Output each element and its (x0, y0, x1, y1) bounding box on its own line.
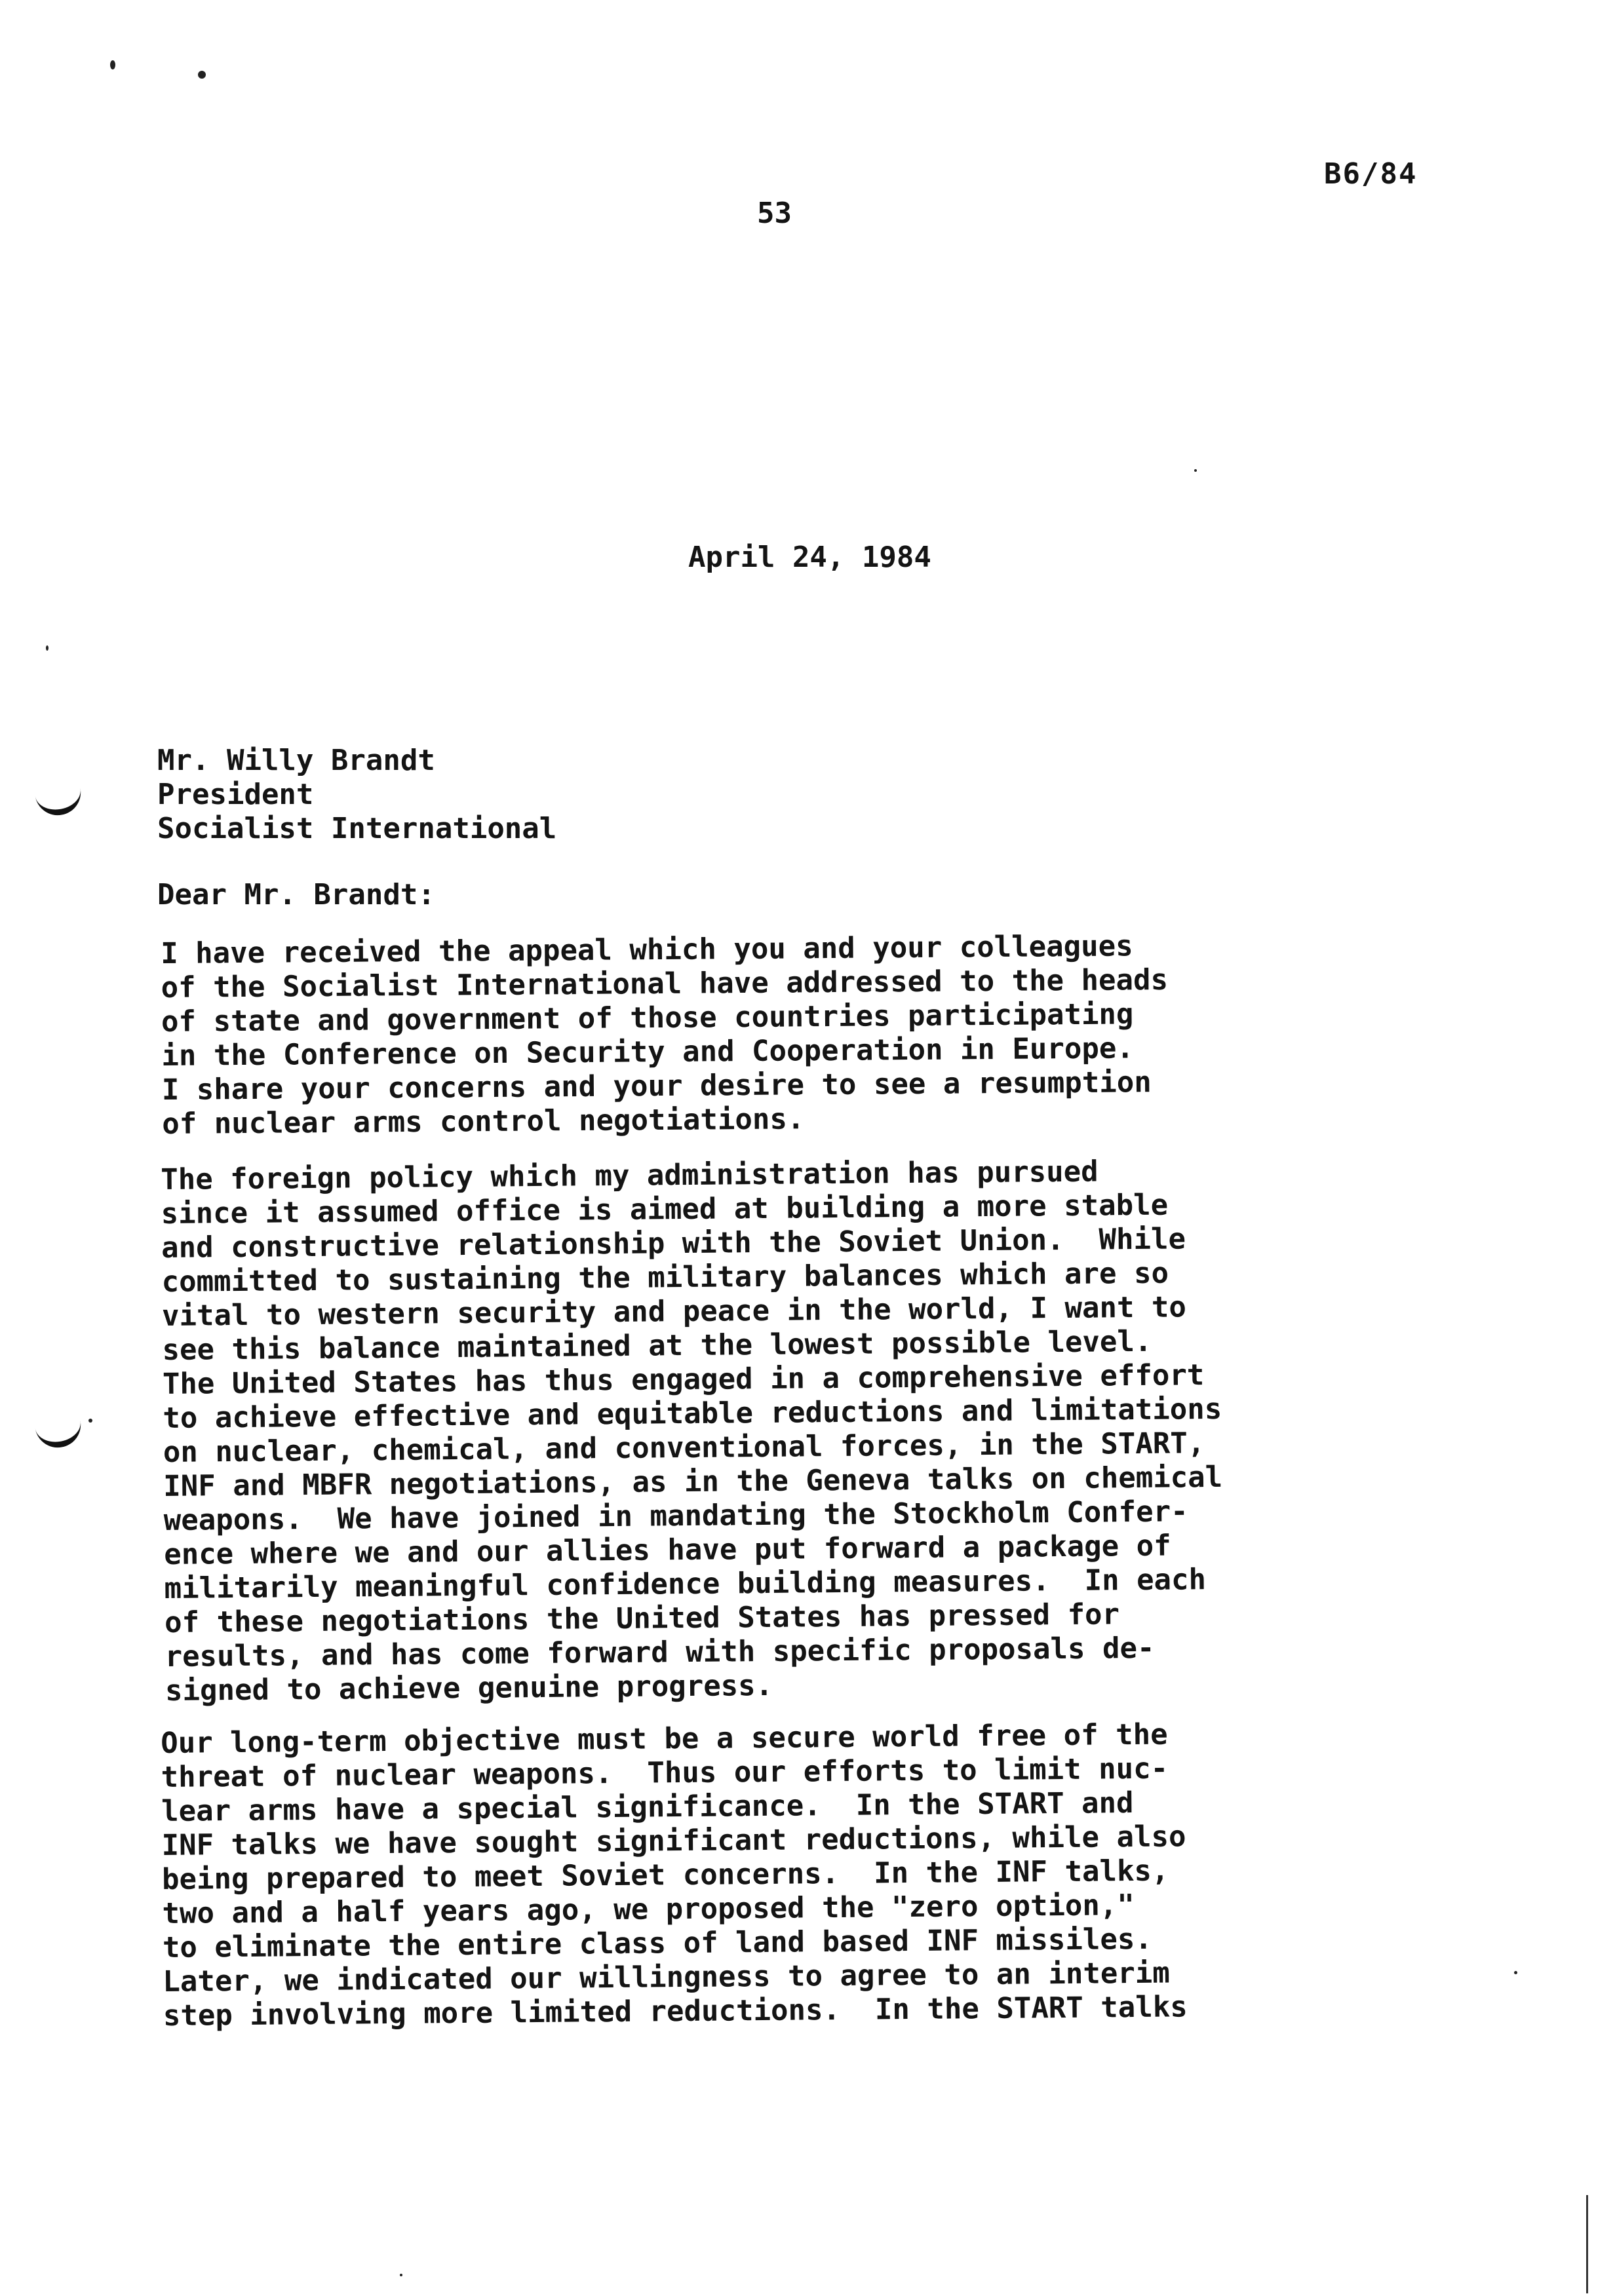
paragraph-line: lear arms have a special significance. In the START and (161, 1786, 1134, 1828)
paragraph-line: of nuclear arms control negotiations. (162, 1102, 805, 1141)
salutation: Dear Mr. Brandt: (157, 878, 435, 911)
page-number: 53 (757, 197, 792, 230)
recipient-title: President (157, 778, 314, 811)
paragraph-line: results, and has come forward with specific proposals de- (165, 1631, 1155, 1674)
paragraph-line: Our long-term objective must be a secure world free of the (161, 1717, 1168, 1760)
paragraph-line: ence where we and our allies have put forward a package of (163, 1529, 1171, 1571)
paragraph-line: The foreign policy which my administration has pursued (161, 1155, 1099, 1196)
paragraph-line: Later, we indicated our willingness to agree to an interim (163, 1956, 1171, 1999)
scan-speck (88, 1419, 92, 1423)
punch-hole-mark (33, 779, 84, 818)
paragraph-line: and constructive relationship with the Soviet Union. While (161, 1222, 1186, 1265)
paragraph-line: committed to sustaining the military balances which are so (161, 1256, 1169, 1299)
paragraph-line: two and a half years ago, we proposed the "zero option," (162, 1888, 1135, 1930)
paragraph-line: of the Socialist International have addressed to the heads (161, 963, 1169, 1004)
scan-speck (1514, 1971, 1517, 1974)
paragraph-line: The United States has thus engaged in a comprehensive effort (162, 1358, 1205, 1401)
scan-speck (400, 2274, 402, 2276)
scan-speck (198, 71, 206, 79)
paragraph-3 (161, 1715, 1409, 2033)
document-code: B6/84 (1324, 157, 1418, 191)
recipient-address (157, 744, 556, 846)
paragraph-1 (161, 927, 1407, 1141)
scan-edge-line (1586, 2195, 1588, 2293)
recipient-name: Mr. Willy Brandt (157, 744, 435, 777)
punch-hole-mark (33, 1411, 84, 1451)
paragraph-line: weapons. We have joined in mandating the Stockholm Confer- (163, 1495, 1188, 1537)
paragraph-line: militarily meaningful confidence building measures. In each (164, 1563, 1207, 1605)
paragraph-line: I have received the appeal which you and your colleagues (161, 929, 1133, 970)
paragraph-line: INF and MBFR negotiations, as in the Geneva talks on chemical (163, 1460, 1223, 1503)
paragraph-line: see this balance maintained at the lowest possible level. (162, 1324, 1152, 1367)
paragraph-line: I share your concerns and your desire to see a resumption (161, 1065, 1152, 1107)
paragraph-line: in the Conference on Security and Cooperation in Europe. (161, 1031, 1135, 1073)
scan-speck (46, 645, 49, 651)
paragraph-line: to achieve effective and equitable reductions and limitations (163, 1392, 1222, 1435)
paragraph-line: INF talks we have sought significant reductions, while also (161, 1820, 1186, 1862)
recipient-organization: Socialist International (157, 812, 557, 845)
paragraph-line: of these negotiations the United States has pressed for (164, 1598, 1120, 1639)
paragraph-line: to eliminate the entire class of land based INF missiles. (162, 1922, 1153, 1964)
paragraph-line: being prepared to meet Soviet concerns. In the INF talks, (161, 1854, 1169, 1896)
paragraph-line: threat of nuclear weapons. Thus our efforts to limit nuc- (161, 1751, 1169, 1794)
letter-date: April 24, 1984 (688, 541, 931, 574)
paragraph-line: vital to western security and peace in the world, I want to (161, 1290, 1187, 1333)
paragraph-line: since it assumed office is aimed at building a more stable (161, 1188, 1169, 1231)
paragraph-line: step involving more limited reductions. In the START talks (163, 1990, 1188, 2033)
scan-speck (1194, 469, 1197, 472)
paragraph-line: of state and government of those countries participating (161, 997, 1134, 1039)
paragraph-line: signed to achieve genuine progress. (165, 1668, 773, 1708)
paragraph-2 (161, 1152, 1411, 1708)
paragraph-line: on nuclear, chemical, and conventional forces, in the START, (163, 1426, 1205, 1469)
scan-speck (110, 60, 115, 69)
